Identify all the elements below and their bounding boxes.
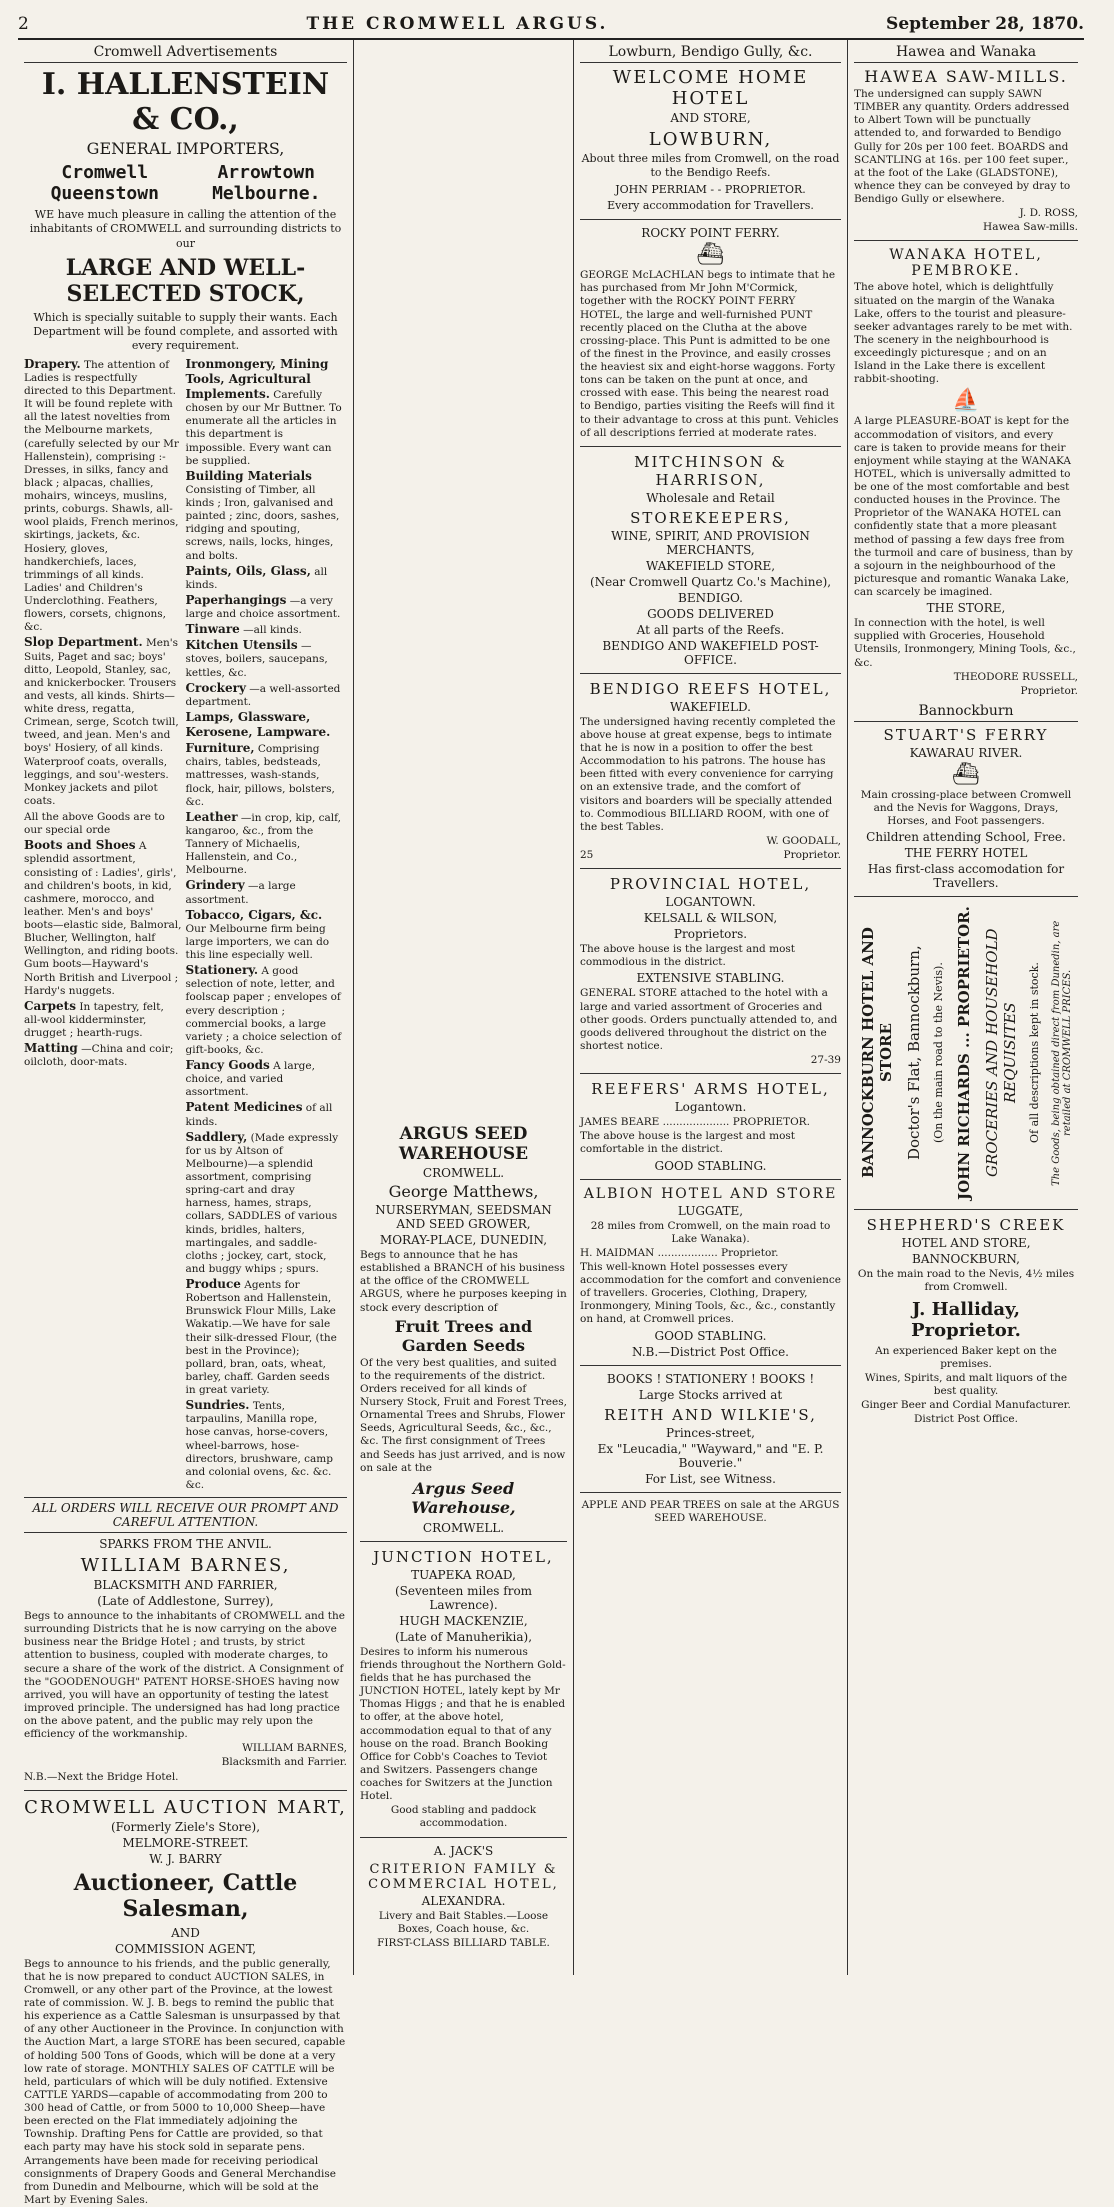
barnes-text: Begs to announce to the inhabitants of CROMWELL and the surrounding Districts that he is now carrying on the above business near the Bridge Hotel ; and trusts, by strict attention to business, coupled with moderate charges, to secure a share of the work of the district. A Consignment of the "GOODENOUGH" PATENT HORSE-SHOES having now arrived, you will have an opportunity of testing the latest improved principle. The undersigned has had long practice on the above patent, and the public may rely upon the efficiency of the workmanship. bbox=[24, 1610, 346, 1741]
column-head: Cromwell Advertisements bbox=[24, 40, 347, 63]
barnes-sign2: Blacksmith and Farrier. bbox=[221, 1756, 347, 1769]
books-head: BOOKS ! STATIONERY ! BOOKS ! bbox=[606, 1371, 815, 1386]
books-name: REITH AND WILKIE'S, bbox=[604, 1405, 817, 1424]
stock-department bbox=[24, 999, 182, 1040]
mitch-store: STOREKEEPERS, bbox=[630, 508, 791, 527]
department-label: Matting bbox=[24, 1041, 78, 1056]
divider bbox=[580, 1179, 841, 1180]
department-label: Saddlery, bbox=[185, 1129, 248, 1144]
seed-trade: NURSERYMAN, SEEDSMAN AND SEED GROWER, bbox=[375, 1203, 552, 1231]
ferry-icon: ⛴ bbox=[952, 761, 980, 787]
junction-late: (Late of Manuherikia), bbox=[394, 1629, 533, 1644]
albion-name: ALBION HOTEL AND STORE bbox=[583, 1185, 838, 1202]
shep-sub: HOTEL AND STORE, bbox=[901, 1236, 1031, 1251]
stuart-river: KAWARAU RIVER. bbox=[909, 745, 1023, 760]
reefers-town: Logantown. bbox=[674, 1100, 747, 1115]
firm-sub: GENERAL IMPORTERS, bbox=[86, 139, 285, 158]
mitch-near: (Near Cromwell Quartz Co.'s Machine), bbox=[589, 574, 832, 589]
stock-department bbox=[186, 878, 344, 906]
department-label: Paints, Oils, Glass, bbox=[185, 563, 311, 578]
stock-department bbox=[186, 622, 344, 637]
stock-department bbox=[24, 809, 182, 837]
department-label: Leather bbox=[185, 809, 238, 824]
stock-department bbox=[186, 1100, 344, 1128]
divider bbox=[24, 1790, 347, 1791]
stuart-name: STUART'S FERRY bbox=[883, 725, 1049, 744]
welcome-owner: JOHN PERRIAM - - PROPRIETOR. bbox=[615, 182, 806, 196]
junction-dist: (Seventeen miles from Lawrence). bbox=[394, 1583, 533, 1612]
stock-department bbox=[186, 1398, 344, 1492]
shep-town: BANNOCKBURN, bbox=[912, 1252, 1020, 1267]
stock-department bbox=[186, 963, 344, 1057]
divider bbox=[580, 673, 841, 674]
department-text: Our Melbourne firm being large importers, we can do this line especially well. bbox=[185, 922, 330, 962]
welcome-town: LOWBURN, bbox=[648, 129, 773, 150]
department-label: Kitchen Utensils bbox=[185, 638, 298, 653]
department-label: Stationery. bbox=[185, 963, 259, 978]
criterion-text: Livery and Bait Stables.—Loose Boxes, Coach house, &c. bbox=[378, 1909, 549, 1935]
issue-date: September 28, 1870. bbox=[886, 14, 1084, 34]
department-text: Men's Suits, Paget and sac; boys' ditto, Leopold, Stanley, sac, and knickerbocker. Trousers and vests, all kinds. Shirts—white dress, regatta, Crimean, serge, Scotch twill, tweed, and jean. Men's and boys' Hosiery, of all kinds. Waterproof coats, overalls, leggings, and sou'-westers. Monkey jackets and pilot coats. bbox=[24, 637, 179, 807]
stuart-text: Main crossing-place between Cromwell and the Nevis for Waggons, Drays, Horses, and Foot passengers. bbox=[860, 788, 1072, 828]
bannockburn-ad bbox=[854, 903, 1078, 1203]
criterion-name: CRITERION FAMILY & COMMERCIAL HOTEL, bbox=[368, 1861, 559, 1892]
town: Queenstown bbox=[50, 183, 159, 204]
store-prop: Proprietor. bbox=[1020, 684, 1078, 697]
stock-department bbox=[186, 593, 344, 621]
albion-stab: GOOD STABLING. bbox=[654, 1328, 767, 1343]
vert-line: The Goods, being obtained direct from Dunedin, are retailed at CROMWELL PRICES. bbox=[1051, 920, 1074, 1186]
shep-name: SHEPHERD'S CREEK bbox=[866, 1216, 1066, 1235]
auction-and: AND bbox=[171, 1925, 200, 1940]
bannock-head: Bannockburn bbox=[854, 699, 1078, 722]
firm-towns bbox=[24, 162, 347, 204]
saw-text: The undersigned can supply SAWN TIMBER any quantity. Orders addressed to Albert Town will be punctually attended to, and forwarded to Bendigo Gully for 20s per 100 feet. BOARDS and SCANTLING at 16s. per 100 feet super., at the foot of the Lake (GLADSTONE), whence they can be conveyed by dray to Bendigo Gully or elsewhere. bbox=[854, 88, 1071, 205]
reefers-text: The above house is the largest and most comfortable in the district. bbox=[580, 1130, 795, 1156]
books-ships: Ex "Leucadia," "Wayward," and "E. P. Bouverie." bbox=[597, 1441, 824, 1470]
department-text: all kinds. bbox=[185, 565, 328, 591]
barnes-sign: WILLIAM BARNES, bbox=[242, 1742, 347, 1755]
newspaper-title: THE CROMWELL ARGUS. bbox=[306, 14, 609, 34]
department-label: Boots and Shoes bbox=[24, 838, 136, 853]
department-text: A splendid assortment, consisting of : Ladies', girls', and children's boots, in kid, cashmere, morocco, and leather. Men's and boys' boots—elastic side, Balmoral, Blucher, Wellington, half Wellington, and riding boots. Gum boots—Hayward's North British and Liverpool ; Hardy's nuggets. bbox=[24, 840, 182, 997]
stock-department bbox=[186, 1130, 344, 1276]
department-text: The attention of Ladies is respectfully directed to this Department. It will be found replete with all the latest novelties from the Melbourne markets, (carefully selected by our Mr Hallenstein), comprising :- Dresses, in silks, fancy and black ; alpacas, challies, mohairs, winceys, muslins, prints, coburgs. Shawls, all-wool plaids, French merinos, skirtings, jackets, &c. Hosiery, gloves, handkerchiefs, laces, trimmings of all kinds. Ladies' and Children's Underclothing. Feathers, flowers, corsets, chignons, &c. bbox=[24, 358, 179, 634]
column-spacer bbox=[360, 40, 567, 1122]
department-text: —all kinds. bbox=[243, 624, 302, 637]
stock-department bbox=[186, 564, 344, 592]
reefs-footer bbox=[580, 849, 841, 862]
criterion-table: FIRST-CLASS BILLIARD TABLE. bbox=[377, 1936, 550, 1949]
barnes-nb: N.B.—Next the Bridge Hotel. bbox=[24, 1770, 179, 1783]
albion-owner: H. MAIDMAN .................. Proprietor. bbox=[580, 1246, 779, 1259]
ferry-icon: ⛴ bbox=[696, 242, 725, 268]
department-text: In tapestry, felt, all-wool kidderminster, drugget ; hearth-rugs. bbox=[24, 1000, 164, 1040]
stock-department bbox=[186, 469, 344, 563]
reefers-name: REEFERS' ARMS HOTEL, bbox=[591, 1080, 830, 1099]
vert-line: (On the main road to the Nevis). bbox=[932, 962, 946, 1144]
department-label: Paperhangings bbox=[185, 592, 287, 607]
stock-department bbox=[186, 638, 344, 679]
stock-department bbox=[24, 357, 182, 635]
shep-post: District Post Office. bbox=[914, 1413, 1018, 1426]
saw-sign: J. D. ROSS, bbox=[1019, 207, 1078, 220]
wanaka-text2: A large PLEASURE-BOAT is kept for the accommodation of visitors, and every care is taken to provide means for their enjoyment while staying at the WANAKA HOTEL, which is universally admitted to be one of the most comfortable and best conducted houses in the Province. The Proprietor of the WANAKA HOTEL can confidently state that a more pleasant method of passing a few days free from the turmoil and care of business, than by a sojourn in the neighbourhood of the picturesque and romantic Wanaka Lake, can scarcely be imagined. bbox=[854, 415, 1073, 598]
auction-street: MELMORE-STREET. bbox=[122, 1835, 249, 1850]
mitch-name: MITCHINSON & HARRISON, bbox=[634, 452, 787, 489]
reefs-town: WAKEFIELD. bbox=[670, 699, 751, 714]
stuart-hotel: THE FERRY HOTEL bbox=[904, 846, 1028, 861]
department-label: Produce bbox=[185, 1277, 241, 1292]
prov-name: PROVINCIAL HOTEL, bbox=[609, 875, 812, 894]
jack-name: A. JACK'S bbox=[433, 1843, 494, 1858]
stock-department bbox=[186, 681, 344, 709]
divider bbox=[580, 1365, 841, 1366]
reefs-num: 25 bbox=[580, 849, 594, 862]
column-cromwell bbox=[18, 40, 354, 2206]
stock-department bbox=[186, 908, 344, 963]
stock-department bbox=[24, 838, 182, 998]
department-text: Tents, tarpaulins, Manilla rope, hose canvas, horse-covers, wheel-barrows, hose-directors, brushware, camp and colonial ovens, &c. &c. &c. bbox=[185, 1400, 333, 1491]
department-label: Carpets bbox=[24, 998, 76, 1013]
town: Cromwell bbox=[61, 162, 149, 183]
store-sign: THEODORE RUSSELL, bbox=[953, 670, 1078, 683]
seed-big: Fruit Trees and Garden Seeds bbox=[394, 1316, 533, 1355]
barnes-sub: BLACKSMITH AND FARRIER, bbox=[93, 1578, 278, 1593]
department-text: —stoves, boilers, saucepans, kettles, &c. bbox=[185, 640, 328, 679]
seed-owner: George Matthews, bbox=[388, 1182, 539, 1201]
divider bbox=[854, 240, 1078, 241]
divider bbox=[854, 1209, 1078, 1210]
department-text: Carefully chosen by our Mr Buttner. To enumerate all the articles in this department is impossible. Every want can be supplied. bbox=[185, 389, 342, 467]
department-label: Fancy Goods bbox=[185, 1058, 270, 1073]
stock-department bbox=[24, 1041, 182, 1069]
saw-name: HAWEA SAW-MILLS. bbox=[864, 67, 1068, 86]
stock-department bbox=[186, 357, 344, 468]
stock-department bbox=[186, 810, 344, 878]
mitch-town: BENDIGO. bbox=[678, 590, 743, 605]
department-text: of all kinds. bbox=[185, 1102, 333, 1128]
prov-text: The above house is the largest and most commodious in the district. bbox=[580, 943, 795, 969]
albion-dist: 28 miles from Cromwell, on the main road to Lake Wanaka). bbox=[590, 1219, 831, 1245]
auction-title: Auctioneer, Cattle Salesman, bbox=[73, 1869, 298, 1922]
apple-text: APPLE AND PEAR TREES on sale at the ARGUS SEED WAREHOUSE. bbox=[581, 1498, 840, 1524]
shep-wines: Wines, Spirits, and malt liquors of the best quality. bbox=[864, 1371, 1068, 1397]
reefs-text: The undersigned having recently completed the above house at great expense, begs to intimate that he is now in a position to offer the best Accommodation to his patrons. The house has been fitted with every convenience for carrying on an extensive trade, and the comfort of visitors and boarders will be specially attended to. Commodious BILLIARD ROOM, with one of the best Tables. bbox=[580, 715, 836, 833]
stock-right bbox=[186, 356, 348, 1493]
auction-owner: W. J. BARRY bbox=[149, 1851, 222, 1866]
barnes-late: (Late of Addlestone, Surrey), bbox=[97, 1594, 274, 1609]
stock-sub: Which is specially suitable to supply their wants. Each Department will be found complete, and assorted with every requirement. bbox=[33, 310, 338, 353]
department-text: A good selection of note, letter, and foolscap paper ; envelopes of every description ; commercial books, a large variety ; a choice selection of gift-books, &c. bbox=[185, 965, 342, 1056]
seed-town: CROMWELL. bbox=[422, 1166, 505, 1180]
vert-line: GROCERIES AND HOUSEHOLD REQUISITES bbox=[982, 928, 1019, 1178]
mitch-ports: At all parts of the Reefs. bbox=[636, 622, 785, 637]
stock-title: LARGE AND WELL-SELECTED STOCK, bbox=[65, 254, 306, 307]
department-text: —in crop, kip, calf, kangaroo, &c., from the Tannery of Michaelis, Hallenstein, and Co., Melbourne. bbox=[185, 811, 341, 877]
ferry-head: ROCKY POINT FERRY. bbox=[641, 226, 780, 241]
department-label: Building Materials bbox=[185, 468, 312, 483]
criterion-town: ALEXANDRA. bbox=[421, 1893, 506, 1908]
department-text: Consisting of Timber, all kinds ; Iron, galvanised and painted ; zinc, doors, sashes, ridging and spouting, screws, nails, locks, hinges, and bolts. bbox=[185, 483, 340, 562]
saw-sign2: Hawea Saw-mills. bbox=[983, 221, 1078, 234]
reefers-stab: GOOD STABLING. bbox=[654, 1158, 767, 1173]
reefs-sign: W. GOODALL, bbox=[766, 834, 841, 847]
store-text: In connection with the hotel, is well supplied with Groceries, Household Utensils, Ironmongery, Mining Tools, &c., &c. bbox=[854, 617, 1076, 669]
vert-line: Doctor's Flat, Bannockburn, bbox=[904, 945, 923, 1161]
divider bbox=[580, 219, 841, 220]
town: Arrowtown bbox=[217, 162, 316, 183]
reefs-name: BENDIGO REEFS HOTEL, bbox=[589, 679, 832, 698]
prov-prop: Proprietors. bbox=[673, 927, 748, 942]
anvil-head: SPARKS FROM THE ANVIL. bbox=[99, 1537, 272, 1552]
divider bbox=[580, 1073, 841, 1074]
divider bbox=[854, 896, 1078, 897]
books-sub: Large Stocks arrived at bbox=[638, 1387, 783, 1402]
barnes-name: WILLIAM BARNES, bbox=[80, 1555, 291, 1577]
department-label: Drapery. bbox=[24, 356, 81, 371]
department-label: Lamps, Glassware, Kerosene, Lampware. bbox=[185, 709, 331, 740]
divider bbox=[360, 1541, 567, 1542]
welcome-acc: Every accommodation for Travellers. bbox=[607, 198, 814, 212]
department-text: All the above Goods are to our special orde bbox=[24, 811, 165, 837]
stock-department bbox=[186, 1058, 344, 1099]
junction-road: TUAPEKA ROAD, bbox=[411, 1567, 516, 1582]
columns bbox=[18, 40, 1084, 2206]
department-label: Crockery bbox=[185, 680, 246, 695]
seed-gothic: Argus Seed Warehouse, bbox=[411, 1478, 516, 1517]
prov-num: 27-39 bbox=[810, 1054, 841, 1067]
auction-formerly: (Formerly Ziele's Store), bbox=[110, 1819, 261, 1834]
prov-stab: EXTENSIVE STABLING. bbox=[636, 971, 785, 986]
mitch-goods: GOODS DELIVERED bbox=[647, 606, 774, 621]
department-text: A large, choice, and varied assortment. bbox=[185, 1060, 315, 1099]
divider bbox=[360, 1837, 567, 1838]
department-text: —a well-assorted department. bbox=[185, 682, 341, 708]
mitch-trade: WINE, SPIRIT, AND PROVISION MERCHANTS, bbox=[611, 528, 810, 557]
department-text: Comprising chairs, tables, bedsteads, mattresses, wash-stands, flock, hair, pillows, bolsters, &c. bbox=[185, 743, 335, 808]
shep-road: On the main road to the Nevis, 4½ miles from Cromwell. bbox=[857, 1268, 1075, 1294]
seed-town2: CROMWELL. bbox=[422, 1520, 505, 1535]
column-hawea bbox=[848, 40, 1084, 1975]
junction-stabling: Good stabling and paddock accommodation. bbox=[390, 1804, 537, 1830]
stuart-school: Children attending School, Free. bbox=[866, 830, 1066, 845]
department-label: Grindery bbox=[185, 878, 245, 893]
albion-text: This well-known Hotel possesses every accommodation for the comfort and convenience of travellers. Groceries, Clothing, Drapery, Ironmongery, Mining Tools, &c., &c., constantly on hand, at Cromwell prices. bbox=[580, 1260, 841, 1326]
town: Melbourne. bbox=[212, 183, 321, 204]
department-label: Slop Department. bbox=[24, 635, 143, 650]
stock-departments bbox=[24, 356, 347, 1493]
mitch-post: BENDIGO AND WAKEFIELD POST-OFFICE. bbox=[602, 638, 819, 667]
reefers-owner: JAMES BEARE .................... PROPRIETOR. bbox=[580, 1116, 810, 1129]
albion-nb: N.B.—District Post Office. bbox=[632, 1344, 789, 1359]
welcome-name: WELCOME HOME HOTEL bbox=[612, 67, 809, 109]
stuart-acc: Has first-class accomodation for Travellers. bbox=[867, 862, 1065, 891]
column-head: Lowburn, Bendigo Gully, &c. bbox=[580, 40, 841, 63]
department-text: —China and coir; oilcloth, door-mats. bbox=[24, 1043, 174, 1069]
department-label: Tobacco, Cigars, &c. bbox=[185, 907, 323, 922]
stock-department bbox=[186, 710, 344, 740]
auction-name: CROMWELL AUCTION MART, bbox=[24, 1796, 347, 1818]
stock-department bbox=[24, 635, 182, 808]
vert-line: JOHN RICHARDS ... PROPRIETOR. bbox=[954, 906, 973, 1201]
reefs-prop: Proprietor. bbox=[783, 849, 841, 862]
shep-owner: J. Halliday, Proprietor. bbox=[911, 1298, 1021, 1341]
divider bbox=[580, 1492, 841, 1493]
page-number: 2 bbox=[18, 14, 29, 34]
junction-name: JUNCTION HOTEL, bbox=[373, 1547, 554, 1566]
column-lowburn bbox=[574, 40, 848, 1975]
ship-icon: ⛵ bbox=[952, 388, 980, 414]
junction-owner: HUGH MACKENZIE, bbox=[399, 1613, 528, 1628]
stock-department bbox=[186, 1277, 344, 1397]
auction-text: Begs to announce to his friends, and the public generally, that he is now prepared to conduct AUCTION SALES, in Cromwell, or any other part of the Province, at the lowest rate of commission. W. J. B. begs to remind the public that his experience as a Cattle Salesman is unsurpassed by that of any other Auctioneer in the Province. In conjunction with the Auction Mart, a large STORE has been secured, capable of holding 500 Tons of Goods, which will be done at a very low rate of storage. MONTHLY SALES OF CATTLE will be held, particulars of which will be duly notified. Extensive CATTLE YARDS—capable of accommodating from 200 to 300 head of Cattle, or from 5000 to 10,000 Sheep—have been erected on the Flat immediately adjoining the Township. Drafting Pens for Cattle are provided, so that each party may have his stock sold in separate pens. Arrangements have been made for receiving periodical consignments of Drapery Goods and General Merchandise from Dunedin and Melbourne, which will be sold at the Mart by Evening Sales. bbox=[24, 1957, 346, 2206]
ferry-text: GEORGE McLACHLAN begs to intimate that he has purchased from Mr John M'Cormick, together with the ROCKY POINT FERRY HOTEL, the large and well-furnished PUNT recently placed on the Clutha at the above crossing-place. This Punt is admitted to be one of the finest in the Province, and easily crosses the heaviest six and eight-horse waggons. Forty tons can be taken on the punt at once, and crossed with ease. This being the nearest road to Bendigo, parties visiting the Reefs will find it to their advantage to cross at this punt. Vehicles of all descriptions ferried at moderate rates. bbox=[580, 269, 839, 439]
seed-text: Begs to announce that he has established a BRANCH of his business at the office of the CROMWELL ARGUS, where he purposes keeping in stock every description of bbox=[360, 1249, 567, 1314]
seed-title: ARGUS SEED WAREHOUSE bbox=[398, 1124, 529, 1164]
department-label: Sundries. bbox=[185, 1398, 250, 1413]
shep-baker: An experienced Baker kept on the premises. bbox=[875, 1344, 1057, 1370]
welcome-text: About three miles from Cromwell, on the road to the Bendigo Reefs. bbox=[581, 152, 840, 180]
department-text: —a large assortment. bbox=[185, 880, 296, 906]
prov-store: GENERAL STORE attached to the hotel with a large and varied assortment of Groceries and other goods. Orders punctually attended to, and goods delivered throughout the district on the shortest notice. bbox=[580, 987, 838, 1052]
divider bbox=[580, 868, 841, 869]
wanaka-name: WANAKA HOTEL, PEMBROKE. bbox=[889, 247, 1043, 280]
wanaka-text: The above hotel, which is delightfully situated on the margin of the Wanaka Lake, offers to the tourist and pleasure-seeker advantages rarely to be met with. The scenery in the neighbourhood is exceedingly picturesque ; and on an Island in the Lake there is excellent rabbit-shooting. bbox=[854, 281, 1073, 386]
vert-line: BANNOCKBURN HOTEL AND STORE bbox=[858, 927, 895, 1179]
auction-agent: COMMISSION AGENT, bbox=[114, 1941, 257, 1956]
department-text: (Made expressly for us by Altson of Melbourne)—a splendid assortment, comprising spring-cart and dray harness, hames, straps, collars, SADDLES of various kinds, bridles, halters, martingales, and saddle-cloths ; jockey, cart, stock, and buggy whips ; spurs. bbox=[185, 1131, 339, 1275]
divider bbox=[580, 446, 841, 447]
department-label: Furniture, bbox=[185, 741, 255, 756]
stock-left bbox=[24, 356, 186, 1493]
albion-town: LUGGATE, bbox=[677, 1203, 744, 1218]
shep-ginger: Ginger Beer and Cordial Manufacturer. bbox=[861, 1399, 1071, 1411]
junction-text: Desires to inform his numerous friends throughout the Northern Gold-fields that he has purchased the JUNCTION HOTEL, lately kept by Mr Thomas Higgs ; and that he is enabled to offer, at the above hotel, accommodation equal to that of any house on the road. Branch Booking Office for Cobb's Coaches to Teviot and Switzers. Passengers change coaches for Switzers at the Junction Hotel. bbox=[360, 1645, 566, 1803]
firm-intro: WE have much pleasure in calling the attention of the inhabitants of CROMWELL and surrounding districts to our bbox=[29, 208, 342, 250]
vert-line: Of all descriptions kept in stock. bbox=[1028, 962, 1042, 1144]
welcome-sub: AND STORE, bbox=[670, 111, 751, 125]
all-orders: ALL ORDERS WILL RECEIVE OUR PROMPT AND CAREFUL ATTENTION. bbox=[24, 1497, 347, 1533]
books-list: For List, see Witness. bbox=[645, 1471, 776, 1486]
masthead bbox=[18, 14, 1084, 40]
department-text: —a very large and choice assortment. bbox=[185, 594, 341, 621]
column-seed bbox=[354, 40, 574, 1975]
firm-name: I. HALLENSTEIN & CO., bbox=[41, 67, 330, 137]
prov-town: LOGANTOWN. bbox=[665, 895, 756, 910]
store-head: THE STORE, bbox=[926, 601, 1006, 616]
department-label: Tinware bbox=[185, 622, 240, 637]
seed-place: MORAY-PLACE, DUNEDIN, bbox=[379, 1233, 548, 1247]
prov-owner: KELSALL & WILSON, bbox=[643, 911, 778, 926]
department-text: Agents for Robertson and Hallenstein, Brunswick Flour Mills, Lake Wakatip.—We have for sale their silk-dressed Flour, (the best in the Province); pollard, bran, oats, wheat, barley, chaff. Garden seeds in great variety. bbox=[185, 1279, 337, 1397]
mitch-place: WAKEFIELD STORE, bbox=[645, 558, 776, 573]
books-street: Princes-street, bbox=[666, 1425, 755, 1440]
column-head: Hawea and Wanaka bbox=[854, 40, 1078, 63]
department-label: Patent Medicines bbox=[185, 1100, 303, 1115]
stock-department bbox=[186, 741, 344, 809]
department-label: Ironmongery, Mining Tools, Agricultural Implements. bbox=[185, 356, 329, 402]
seed-text2: Of the very best qualities, and suited to the requirements of the district. Orders received for all kinds of Nursery Stock, Fruit and Forest Trees, Ornamental Trees and Shrubs, Flower Seeds, Agricultural Seeds, &c., &c., &c. The first consignment of Trees and Seeds has just arrived, and is now on sale at the bbox=[360, 1356, 567, 1474]
mitch-sub: Wholesale and Retail bbox=[646, 490, 775, 505]
